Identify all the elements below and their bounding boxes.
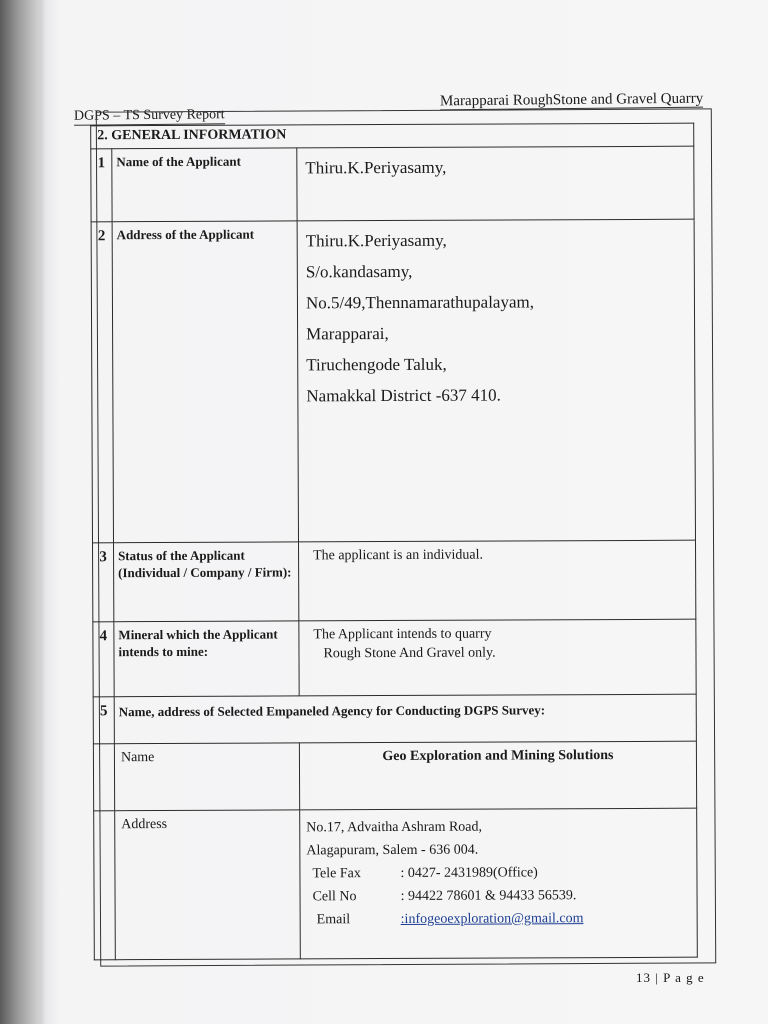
table-row — [91, 219, 695, 543]
contact-line — [306, 884, 690, 909]
value-line: Thiru.K.Periyasamy, — [305, 157, 447, 178]
table-row — [93, 540, 696, 622]
table-row — [93, 694, 696, 744]
value-line: Thiru.K.Periyasamy, — [305, 230, 447, 251]
value-line: Rough Stone And Gravel only. — [323, 645, 496, 662]
row-value — [299, 540, 696, 621]
agency-heading: Name, address of Selected Empaneled Agency for Conducting DGPS Survey: — [114, 694, 696, 744]
row-number: 3 — [93, 543, 114, 622]
value-line: No.5/49,Thennamarathupalayam, — [305, 292, 535, 313]
contact-line — [307, 907, 691, 932]
table-row — [93, 741, 696, 811]
address-text: Alagapuram, Salem - 636 004. — [306, 842, 479, 859]
address-text: No.17, Advaitha Ashram Road, — [306, 819, 483, 836]
contact-value: : 94422 78601 & 94433 56539. — [400, 888, 577, 904]
table-row — [93, 619, 696, 697]
contact-key: Cell No — [312, 889, 357, 905]
agency-name-value: Geo Exploration and Mining Solutions — [299, 741, 696, 810]
blank-cell — [93, 744, 114, 811]
agency-address-value — [300, 808, 698, 959]
row-number: 5 — [93, 697, 114, 744]
agency-address-label: Address — [115, 810, 301, 960]
contact-key: Tele Fax — [312, 866, 361, 882]
row-value — [297, 219, 695, 542]
row-label: Mineral which the Applicant intends to mine: — [114, 621, 299, 697]
row-number: 2 — [91, 222, 113, 543]
section-title: 2. GENERAL INFORMATION — [91, 123, 694, 149]
address-line — [306, 815, 690, 840]
row-value — [297, 146, 694, 221]
page-number: 13 | P a g e — [636, 970, 705, 985]
contact-line — [306, 861, 690, 886]
agency-name-label: Name — [114, 743, 299, 811]
row-number: 1 — [91, 149, 112, 222]
row-number: 4 — [93, 622, 114, 697]
value-line: Tiruchengode Taluk, — [306, 354, 447, 375]
address-line — [306, 838, 690, 863]
contact-value: : 0427- 2431989(Office) — [400, 865, 538, 881]
general-information-table — [90, 123, 698, 961]
value-line: The applicant is an individual. — [313, 547, 483, 564]
report-header-right: Marapparai RoughStone and Gravel Quarry — [439, 90, 704, 110]
blank-cell — [94, 811, 116, 960]
row-label: Name of the Applicant — [112, 148, 297, 222]
row-label: Status of the Applicant (Individual / Company / Firm): — [114, 542, 299, 622]
value-line: The Applicant intends to quarry — [313, 626, 492, 643]
email-link[interactable]: :infogeoexploration@gmail.com — [400, 911, 584, 927]
value-line: S/o.kandasamy, — [305, 261, 413, 282]
contact-key: Email — [316, 912, 351, 928]
value-line: Namakkal District -637 410. — [306, 385, 501, 406]
row-label: Address of the Applicant — [112, 221, 298, 543]
binding-shadow — [0, 0, 46, 1024]
table-row — [94, 808, 698, 960]
value-line: Marapparai, — [306, 324, 389, 344]
report-header-left: DGPS – TS Survey Report — [73, 107, 225, 124]
row-value — [299, 619, 696, 696]
table-row — [91, 146, 694, 222]
